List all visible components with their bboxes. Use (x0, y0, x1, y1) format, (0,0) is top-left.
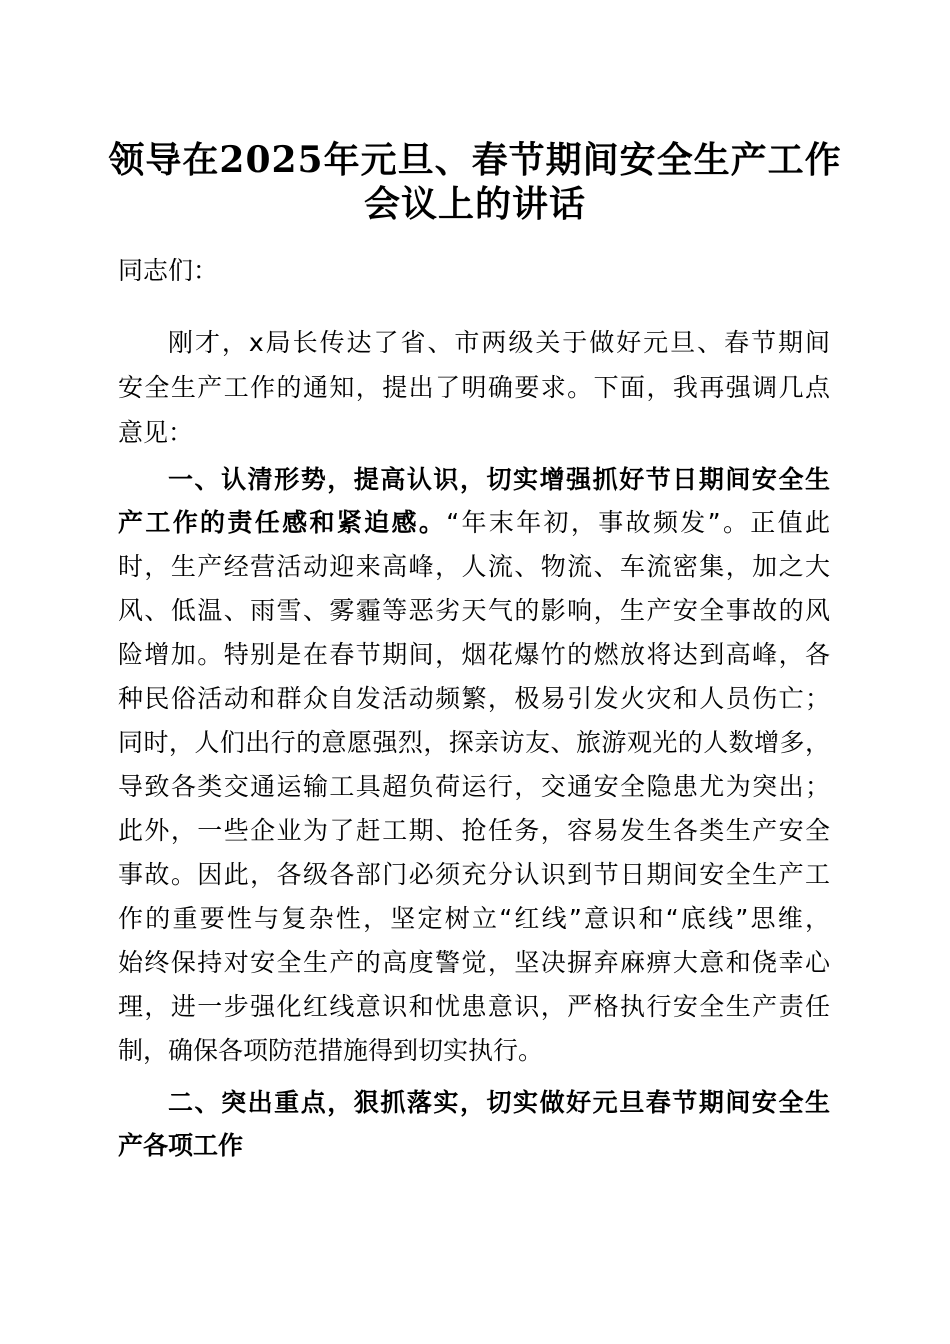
paragraph-1-line: 意见： (118, 418, 194, 447)
section-2-heading-text: 二、突出重点，狠抓落实，切实做好元旦春节期间安全生 (168, 1088, 830, 1117)
paragraph-2-line (118, 500, 830, 545)
paragraph-1-line: 安全生产工作的通知，提出了明确要求。下面，我再强调几点 (118, 373, 830, 402)
salutation: 同志们： (118, 256, 219, 285)
paragraph-2-line: 种民俗活动和群众自发活动频繁，极易引发火灾和人员伤亡； (118, 684, 830, 713)
paragraph-2-line: 事故。因此，各级各部门必须充分认识到节日期间安全生产工 (118, 860, 830, 889)
section-2-heading-line (168, 1080, 830, 1125)
paragraph-2-line: 理，进一步强化红线意识和忧患意识，严格执行安全生产责任 (118, 992, 830, 1021)
paragraph-2-line: 险增加。特别是在春节期间，烟花爆竹的燃放将达到高峰，各 (118, 640, 830, 669)
paragraph-2-line: 作的重要性与复杂性，坚定树立“红线”意识和“底线”思维， (118, 904, 830, 933)
paragraph-2-line: 此外，一些企业为了赶工期、抢任务，容易发生各类生产安全 (118, 816, 830, 845)
paragraph-2-line: 同时，人们出行的意愿强烈，探亲访友、旅游观光的人数增多， (118, 728, 830, 757)
section-2-heading-text: 产各项工作 (118, 1131, 244, 1160)
paragraph-2-line: 始终保持对安全生产的高度警觉，坚决摒弃麻痹大意和侥幸心 (118, 948, 830, 977)
document-title-line-2: 会议上的讲话 (363, 183, 586, 225)
section-2-heading-line (118, 1123, 830, 1168)
paragraph-2-line: 导致各类交通运输工具超负荷运行，交通安全隐患尤为突出； (118, 772, 830, 801)
paragraph-2-text: “年末年初，事故频发”。正值此 (446, 508, 830, 537)
paragraph-1-line: 刚才，x局长传达了省、市两级关于做好元旦、春节期间 (168, 328, 830, 357)
paragraph-2-line: 制，确保各项防范措施得到切实执行。 (118, 1036, 544, 1065)
paragraph-2-line: 风、低温、雨雪、雾霾等恶劣天气的影响，生产安全事故的风 (118, 596, 830, 625)
paragraph-2-line: 时，生产经营活动迎来高峰，人流、物流、车流密集，加之大 (118, 552, 830, 581)
document-title-line-1: 领导在2025年元旦、春节期间安全生产工作 (108, 139, 842, 181)
section-1-heading-text: 产工作的责任感和紧迫感。 (118, 508, 447, 537)
section-1-heading-line (168, 457, 830, 502)
section-1-heading-text: 一、认清形势，提高认识，切实增强抓好节日期间安全生 (168, 465, 830, 494)
